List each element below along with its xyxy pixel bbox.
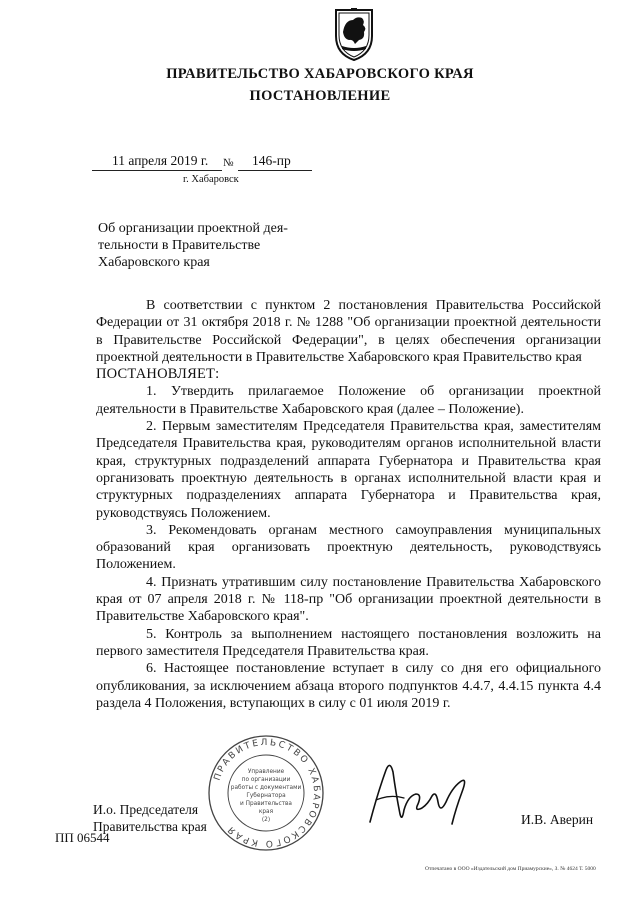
signatory-title-line-1: И.о. Председателя <box>93 802 199 817</box>
handwritten-signature <box>356 752 476 832</box>
item-1: 1. Утвердить прилагаемое Положение об организации проектной деятельности в Правительстве Хабаровского края (далее – Положение). <box>96 384 601 417</box>
document-body <box>96 297 601 712</box>
stamp-line: по организации <box>241 777 291 783</box>
document-type-title: ПОСТАНОВЛЕНИЕ <box>249 88 391 104</box>
document-number: 146-пр <box>252 153 291 168</box>
document-date: 11 апреля 2019 г. <box>112 153 209 168</box>
stamp-line: работы с документами <box>230 785 302 791</box>
pp-code: ПП 06544 <box>55 830 110 845</box>
stamp-line: (2) <box>261 817 271 823</box>
document-subject: Об организации проектной дея- тельности в Правительстве Хабаровского края <box>98 221 288 270</box>
stamp-line: Управление <box>247 769 285 775</box>
item-4: 4. Признать утратившим силу постановление Правительства Хабаровского края от 07 апреля 2018 г. № 118-пр "Об организации проектной деятельности в Правительстве Хабаровского края". <box>96 574 601 625</box>
number-underline <box>238 170 312 171</box>
number-sign: № <box>223 157 234 169</box>
item-2: 2. Первым заместителям Председателя Правительства края, заместителям Председателя Правительства края, руководителям органов исполнительной власти края, структурных подразделений аппарата Губернатора и Правительства края организовать проектную деятельность в органах исполнительной власти края и структурных подразделениях аппарата Губернатора и Правительства края, руководствуясь Положением. <box>96 419 601 521</box>
city-label: г. Хабаровск <box>183 174 239 185</box>
stamp-line: и Правительства <box>240 801 292 807</box>
government-title: ПРАВИТЕЛЬСТВО ХАБАРОВСКОГО КРАЯ <box>166 66 474 82</box>
item-6: 6. Настоящее постановление вступает в силу со дня его официального опубликования, за исключением абзаца второго подпунктов 4.4.7, 4.4.15 пункта 4.4 раздела 4 Положения, вступающих в силу с 01 июля 2019 г. <box>96 661 601 711</box>
preamble-paragraph: В соответствии с пунктом 2 постановления Правительства Российской Федерации от 31 октября 2018 г. № 1288 "Об организации проектной деятельности в Правительстве Российской Федерации", в целях обеспечения организации проектной деятельности в Правительстве Хабаровского края Правительство края <box>96 298 601 365</box>
official-stamp <box>206 733 326 853</box>
printer-note: Отпечатано в ООО «Издательский дом Приамурские», З. № 4624 Т. 5000 <box>425 866 596 872</box>
stamp-ring-text: ПРАВИТЕЛЬСТВО ХАБАРОВСКОГО КРАЯ <box>212 737 322 849</box>
coat-of-arms-emblem <box>333 6 375 62</box>
date-number-line <box>92 150 312 174</box>
signatory-name: И.В. Аверин <box>521 812 594 827</box>
date-underline <box>92 170 222 171</box>
item-3: 3. Рекомендовать органам местного самоуправления муниципальных образований края организовать проектную деятельность, руководствуясь Положением. <box>96 522 601 573</box>
signatory-title-line-2: Правительства края <box>93 819 207 834</box>
decree-word: ПОСТАНОВЛЯЕТ: <box>96 366 220 383</box>
stamp-line: Губернатора <box>246 793 286 799</box>
signatory-title <box>93 801 207 835</box>
stamp-line: края <box>258 809 274 815</box>
item-5: 5. Контроль за выполнением настоящего постановления возложить на первого заместителя Председателя Правительства края. <box>96 626 601 659</box>
